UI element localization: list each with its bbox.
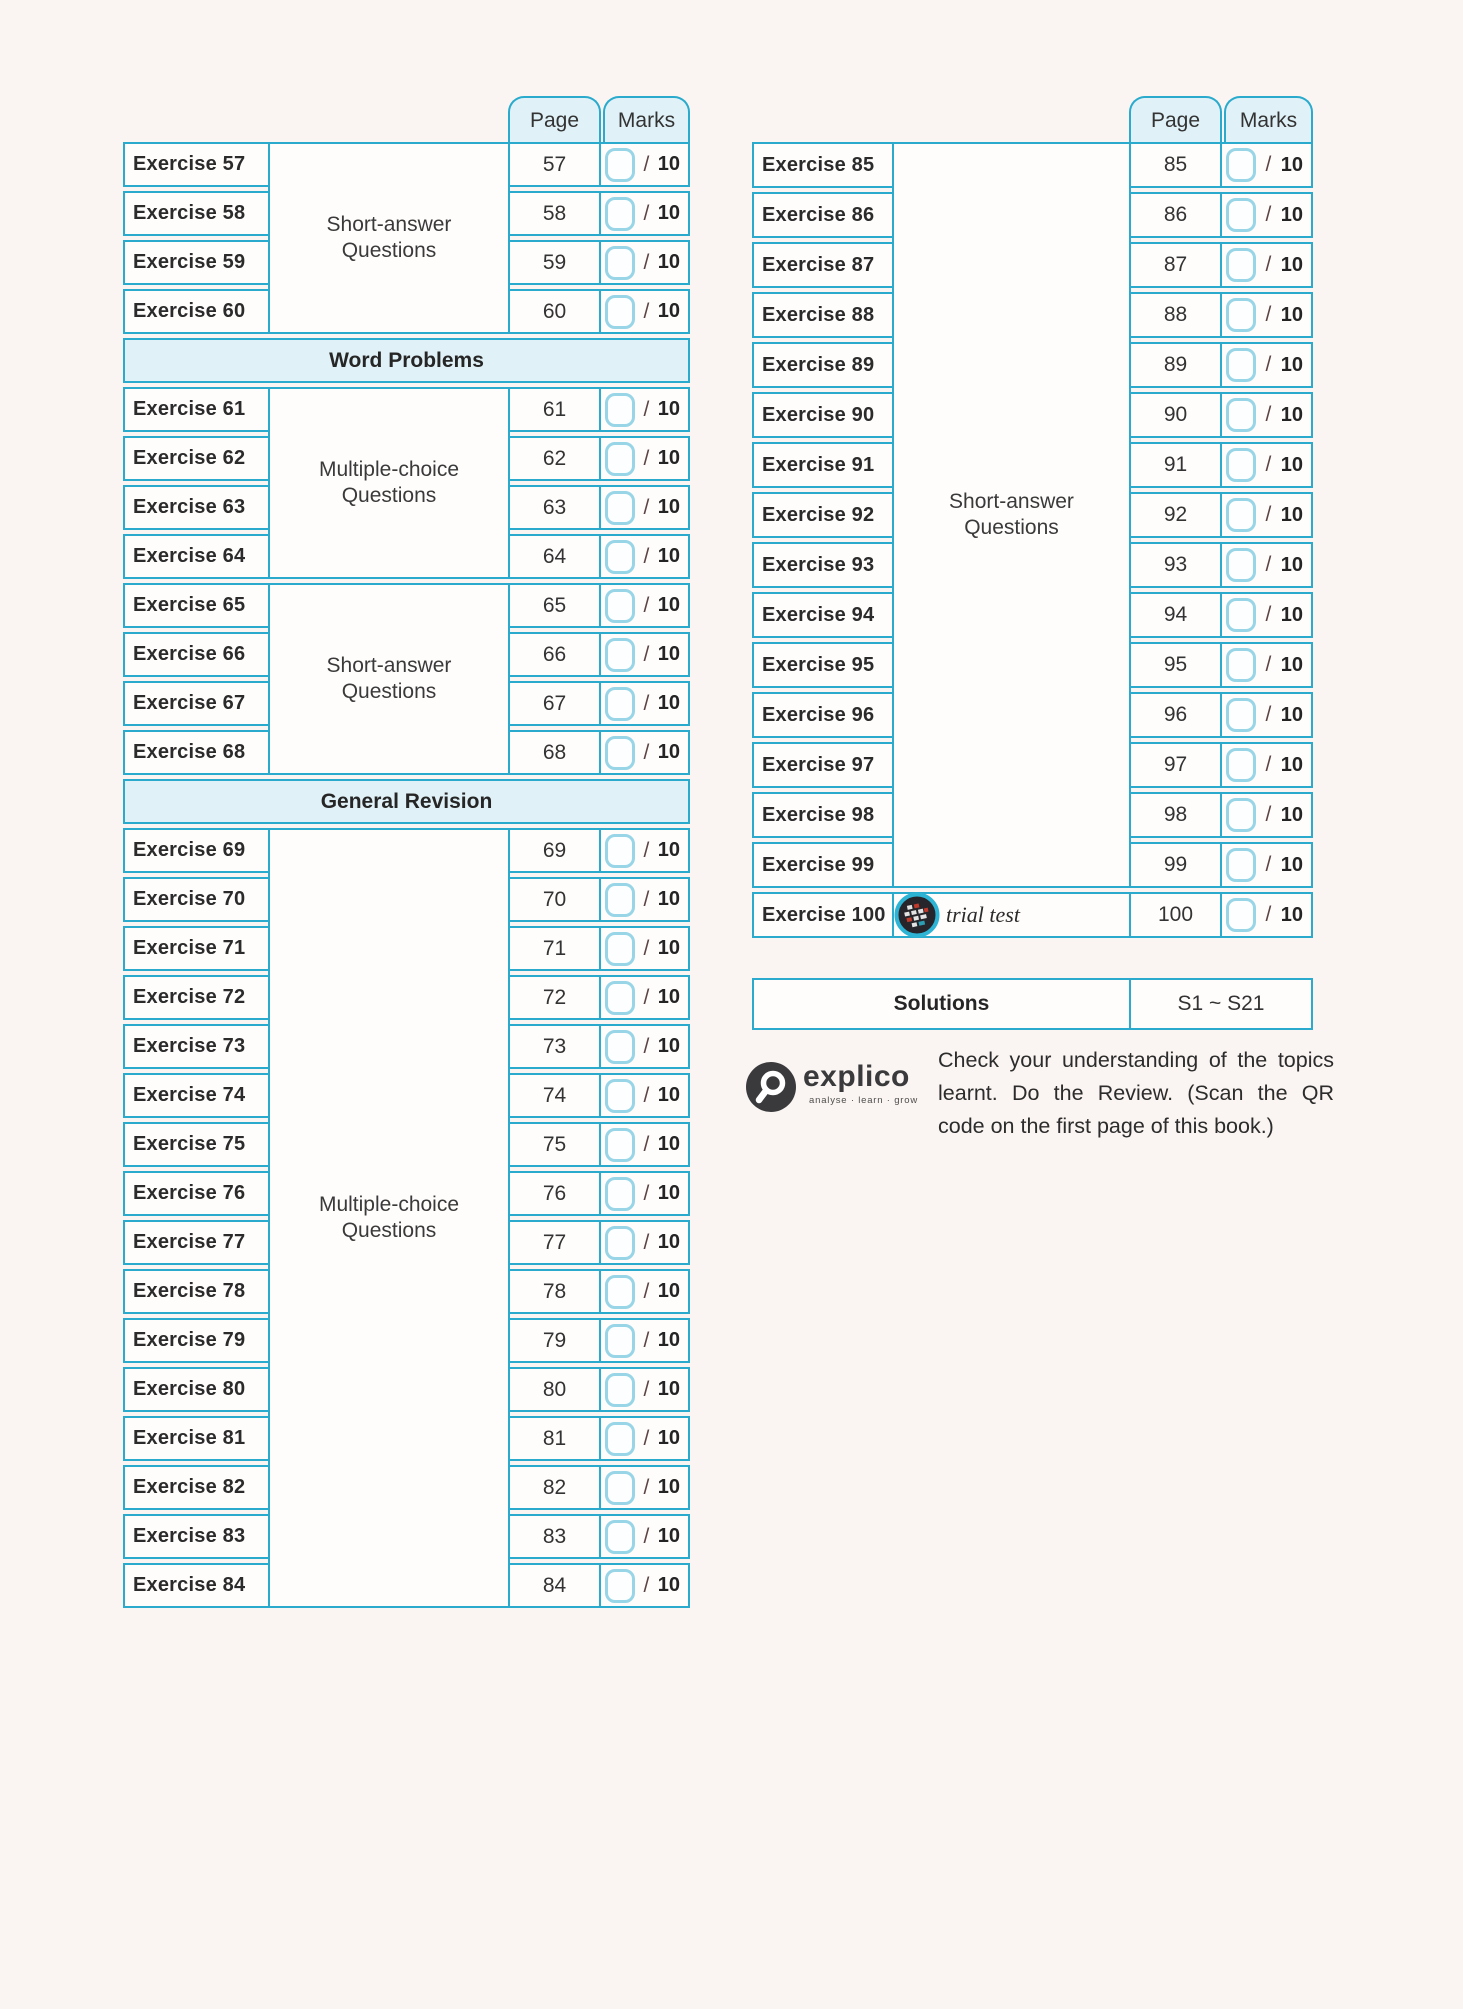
exercise-label-cell: Exercise 75 bbox=[123, 1122, 270, 1167]
marks-cell bbox=[599, 1318, 690, 1363]
marks-cell bbox=[1220, 692, 1313, 738]
marks-total: 10 bbox=[1280, 203, 1303, 226]
exercise-label-cell: Exercise 90 bbox=[752, 392, 894, 438]
marks-slash: / bbox=[643, 838, 650, 862]
marks-slash: / bbox=[643, 1083, 650, 1107]
review-note-text: Check your understanding of the topics learnt. Do the Review. (Scan the QR code on the first page of this book.) bbox=[938, 1048, 1334, 1138]
marks-slash: / bbox=[643, 1475, 650, 1499]
marks-cell bbox=[599, 289, 690, 334]
marks-total: 10 bbox=[657, 545, 680, 567]
page-number-cell: 74 bbox=[508, 1073, 601, 1118]
marks-cell bbox=[1220, 492, 1313, 538]
marks-cell bbox=[1220, 442, 1313, 488]
marks-total: 10 bbox=[657, 496, 680, 518]
marks-total: 10 bbox=[657, 594, 680, 616]
marks-slash: / bbox=[643, 936, 650, 960]
exercise-label-cell: Exercise 92 bbox=[752, 492, 894, 538]
page-number-cell: 89 bbox=[1129, 342, 1222, 388]
marks-slash: / bbox=[1265, 503, 1272, 526]
category-label: Multiple-choice Questions bbox=[318, 1193, 460, 1242]
page-number-cell: 77 bbox=[508, 1220, 601, 1265]
marks-total: 10 bbox=[1280, 503, 1303, 526]
marks-total: 10 bbox=[1280, 303, 1303, 326]
marks-input-box bbox=[605, 589, 635, 623]
marks-total: 10 bbox=[1280, 403, 1303, 426]
marks-slash: / bbox=[643, 1181, 650, 1205]
page-number-cell: 78 bbox=[508, 1269, 601, 1314]
exercise-label-cell: Exercise 71 bbox=[123, 926, 270, 971]
marks-slash: / bbox=[1265, 453, 1272, 476]
category-cell bbox=[268, 583, 510, 775]
left-marks-header-tab: Marks bbox=[603, 96, 690, 144]
marks-input-box bbox=[1226, 448, 1256, 482]
marks-cell bbox=[599, 191, 690, 236]
marks-input-box bbox=[605, 1520, 635, 1554]
marks-slash: / bbox=[643, 1034, 650, 1058]
marks-total: 10 bbox=[657, 447, 680, 469]
category-cell bbox=[268, 828, 510, 1608]
marks-cell bbox=[599, 240, 690, 285]
page-number-cell: 95 bbox=[1129, 642, 1222, 688]
trial-test-stamp-icon bbox=[893, 891, 941, 939]
category-label: Short-answer Questions bbox=[949, 490, 1074, 539]
exercise-label-cell: Exercise 60 bbox=[123, 289, 270, 334]
marks-cell bbox=[599, 1122, 690, 1167]
marks-input-box bbox=[605, 442, 635, 476]
exercise-label-cell: Exercise 65 bbox=[123, 583, 270, 628]
section-band: General Revision bbox=[123, 779, 690, 824]
marks-cell bbox=[599, 1367, 690, 1412]
page-number-cell: 72 bbox=[508, 975, 601, 1020]
page-number-cell: 75 bbox=[508, 1122, 601, 1167]
marks-total: 10 bbox=[657, 398, 680, 420]
page-number-cell: 59 bbox=[508, 240, 601, 285]
marks-slash: / bbox=[643, 1328, 650, 1352]
marks-total: 10 bbox=[657, 888, 680, 910]
exercise-label-cell: Exercise 98 bbox=[752, 792, 894, 838]
marks-total: 10 bbox=[1280, 903, 1303, 926]
exercise-label-cell: Exercise 68 bbox=[123, 730, 270, 775]
page-number-cell: 61 bbox=[508, 387, 601, 432]
marks-input-box bbox=[605, 1177, 635, 1211]
exercise-label-cell: Exercise 83 bbox=[123, 1514, 270, 1559]
marks-slash: / bbox=[1265, 553, 1272, 576]
marks-total: 10 bbox=[657, 1329, 680, 1351]
page-number-cell: 62 bbox=[508, 436, 601, 481]
marks-slash: / bbox=[1265, 153, 1272, 176]
marks-cell bbox=[599, 926, 690, 971]
explico-brand-name: explico bbox=[803, 1060, 910, 1093]
marks-cell bbox=[1220, 192, 1313, 238]
exercise-label-cell: Exercise 62 bbox=[123, 436, 270, 481]
category-label: Short-answer Questions bbox=[326, 654, 452, 703]
page-number-cell: 66 bbox=[508, 632, 601, 677]
marks-cell bbox=[1220, 342, 1313, 388]
page-number-cell: 58 bbox=[508, 191, 601, 236]
marks-total: 10 bbox=[1280, 653, 1303, 676]
category-cell bbox=[268, 142, 510, 334]
marks-input-box bbox=[605, 981, 635, 1015]
exercise-label-cell: Exercise 93 bbox=[752, 542, 894, 588]
exercise-label-cell: Exercise 67 bbox=[123, 681, 270, 726]
explico-tagline: analyse · learn · grow bbox=[809, 1095, 918, 1106]
marks-input-box bbox=[1226, 348, 1256, 382]
marks-input-box bbox=[605, 638, 635, 672]
marks-total: 10 bbox=[657, 692, 680, 714]
marks-input-box bbox=[605, 148, 635, 182]
marks-cell bbox=[1220, 742, 1313, 788]
marks-total: 10 bbox=[657, 986, 680, 1008]
marks-total: 10 bbox=[657, 1035, 680, 1057]
exercise-label-cell: Exercise 76 bbox=[123, 1171, 270, 1216]
exercise-label-cell: Exercise 82 bbox=[123, 1465, 270, 1510]
marks-slash: / bbox=[643, 1230, 650, 1254]
marks-slash: / bbox=[643, 593, 650, 617]
exercise-label-cell: Exercise 81 bbox=[123, 1416, 270, 1461]
marks-total: 10 bbox=[657, 741, 680, 763]
page-number-cell: 85 bbox=[1129, 142, 1222, 188]
exercise-label-cell: Exercise 100 bbox=[752, 892, 894, 938]
marks-input-box bbox=[605, 1373, 635, 1407]
category-label: Multiple-choice Questions bbox=[318, 458, 460, 507]
marks-slash: / bbox=[643, 152, 650, 176]
page-number-cell: 82 bbox=[508, 1465, 601, 1510]
page-number-cell: 63 bbox=[508, 485, 601, 530]
exercise-label-cell: Exercise 99 bbox=[752, 842, 894, 888]
page-number-cell: 98 bbox=[1129, 792, 1222, 838]
marks-cell bbox=[1220, 392, 1313, 438]
marks-total: 10 bbox=[1280, 753, 1303, 776]
exercise-label-cell: Exercise 96 bbox=[752, 692, 894, 738]
page-number-cell: 94 bbox=[1129, 592, 1222, 638]
page-number-cell: 84 bbox=[508, 1563, 601, 1608]
section-band: Word Problems bbox=[123, 338, 690, 383]
marks-slash: / bbox=[1265, 653, 1272, 676]
marks-slash: / bbox=[643, 250, 650, 274]
exercise-label-cell: Exercise 69 bbox=[123, 828, 270, 873]
exercise-label-cell: Exercise 80 bbox=[123, 1367, 270, 1412]
exercise-label-cell: Exercise 73 bbox=[123, 1024, 270, 1069]
marks-slash: / bbox=[643, 642, 650, 666]
marks-slash: / bbox=[643, 985, 650, 1009]
page-number-cell: 65 bbox=[508, 583, 601, 628]
marks-slash: / bbox=[1265, 203, 1272, 226]
marks-input-box bbox=[1226, 298, 1256, 332]
exercise-label-cell: Exercise 86 bbox=[752, 192, 894, 238]
marks-slash: / bbox=[643, 544, 650, 568]
marks-cell bbox=[599, 1269, 690, 1314]
marks-input-box bbox=[1226, 748, 1256, 782]
exercise-label-cell: Exercise 64 bbox=[123, 534, 270, 579]
marks-total: 10 bbox=[657, 1133, 680, 1155]
marks-cell bbox=[599, 1171, 690, 1216]
marks-cell bbox=[599, 632, 690, 677]
marks-cell bbox=[599, 828, 690, 873]
marks-slash: / bbox=[1265, 753, 1272, 776]
marks-total: 10 bbox=[657, 1476, 680, 1498]
marks-input-box bbox=[605, 393, 635, 427]
exercise-label-cell: Exercise 87 bbox=[752, 242, 894, 288]
marks-input-box bbox=[605, 1128, 635, 1162]
marks-input-box bbox=[1226, 498, 1256, 532]
right-page-header-tab: Page bbox=[1129, 96, 1222, 144]
trial-test-cell bbox=[892, 892, 1131, 938]
marks-slash: / bbox=[643, 1279, 650, 1303]
marks-input-box bbox=[605, 197, 635, 231]
marks-slash: / bbox=[1265, 603, 1272, 626]
exercise-label-cell: Exercise 61 bbox=[123, 387, 270, 432]
exercise-label-cell: Exercise 94 bbox=[752, 592, 894, 638]
marks-cell bbox=[1220, 642, 1313, 688]
marks-input-box bbox=[605, 1569, 635, 1603]
marks-slash: / bbox=[1265, 253, 1272, 276]
marks-total: 10 bbox=[657, 1574, 680, 1596]
marks-input-box bbox=[605, 1471, 635, 1505]
page-number-cell: 64 bbox=[508, 534, 601, 579]
marks-slash: / bbox=[643, 397, 650, 421]
marks-cell bbox=[599, 681, 690, 726]
marks-input-box bbox=[605, 736, 635, 770]
marks-input-box bbox=[1226, 548, 1256, 582]
page-number-cell: 97 bbox=[1129, 742, 1222, 788]
marks-slash: / bbox=[1265, 353, 1272, 376]
marks-input-box bbox=[1226, 198, 1256, 232]
marks-cell bbox=[599, 1220, 690, 1265]
page-number-cell: 99 bbox=[1129, 842, 1222, 888]
marks-cell bbox=[1220, 792, 1313, 838]
page-number-cell: 60 bbox=[508, 289, 601, 334]
marks-total: 10 bbox=[1280, 553, 1303, 576]
marks-cell bbox=[599, 730, 690, 775]
solutions-range-cell: S1 ~ S21 bbox=[1129, 978, 1313, 1030]
marks-total: 10 bbox=[1280, 153, 1303, 176]
exercise-label-cell: Exercise 78 bbox=[123, 1269, 270, 1314]
page-number-cell: 87 bbox=[1129, 242, 1222, 288]
exercise-label-cell: Exercise 70 bbox=[123, 877, 270, 922]
marks-slash: / bbox=[643, 740, 650, 764]
marks-cell bbox=[1220, 592, 1313, 638]
marks-slash: / bbox=[1265, 853, 1272, 876]
marks-total: 10 bbox=[657, 202, 680, 224]
marks-slash: / bbox=[643, 446, 650, 470]
marks-input-box bbox=[1226, 398, 1256, 432]
marks-input-box bbox=[605, 883, 635, 917]
marks-cell bbox=[599, 1514, 690, 1559]
page-number-cell: 70 bbox=[508, 877, 601, 922]
marks-total: 10 bbox=[1280, 803, 1303, 826]
marks-input-box bbox=[605, 295, 635, 329]
category-cell bbox=[268, 387, 510, 579]
trial-test-label: trial test bbox=[946, 902, 1020, 927]
marks-total: 10 bbox=[1280, 253, 1303, 276]
marks-slash: / bbox=[643, 1377, 650, 1401]
marks-cell bbox=[1220, 892, 1313, 938]
marks-total: 10 bbox=[657, 1084, 680, 1106]
page-number-cell: 88 bbox=[1129, 292, 1222, 338]
marks-input-box bbox=[605, 1324, 635, 1358]
marks-cell bbox=[1220, 142, 1313, 188]
page-number-cell: 80 bbox=[508, 1367, 601, 1412]
marks-cell bbox=[599, 534, 690, 579]
exercise-label-cell: Exercise 63 bbox=[123, 485, 270, 530]
marks-total: 10 bbox=[1280, 853, 1303, 876]
marks-slash: / bbox=[1265, 903, 1272, 926]
marks-cell bbox=[1220, 242, 1313, 288]
marks-slash: / bbox=[1265, 803, 1272, 826]
marks-slash: / bbox=[1265, 403, 1272, 426]
marks-cell bbox=[599, 877, 690, 922]
marks-input-box bbox=[605, 540, 635, 574]
marks-total: 10 bbox=[657, 300, 680, 322]
page-number-cell: 83 bbox=[508, 1514, 601, 1559]
marks-input-box bbox=[605, 491, 635, 525]
marks-cell bbox=[599, 1465, 690, 1510]
marks-cell bbox=[599, 975, 690, 1020]
page-number-cell: 90 bbox=[1129, 392, 1222, 438]
page-number-cell: 69 bbox=[508, 828, 601, 873]
marks-total: 10 bbox=[1280, 353, 1303, 376]
marks-input-box bbox=[1226, 598, 1256, 632]
exercise-label-cell: Exercise 89 bbox=[752, 342, 894, 388]
marks-slash: / bbox=[643, 495, 650, 519]
page-number-cell: 71 bbox=[508, 926, 601, 971]
marks-cell bbox=[599, 1024, 690, 1069]
marks-slash: / bbox=[1265, 703, 1272, 726]
marks-slash: / bbox=[1265, 303, 1272, 326]
exercise-label-cell: Exercise 79 bbox=[123, 1318, 270, 1363]
marks-input-box bbox=[1226, 248, 1256, 282]
exercise-label-cell: Exercise 66 bbox=[123, 632, 270, 677]
marks-total: 10 bbox=[657, 1231, 680, 1253]
marks-input-box bbox=[605, 834, 635, 868]
marks-cell bbox=[599, 387, 690, 432]
marks-slash: / bbox=[643, 691, 650, 715]
marks-input-box bbox=[605, 1079, 635, 1113]
marks-slash: / bbox=[643, 887, 650, 911]
page-number-cell: 96 bbox=[1129, 692, 1222, 738]
page-number-cell: 57 bbox=[508, 142, 601, 187]
marks-total: 10 bbox=[657, 643, 680, 665]
marks-input-box bbox=[1226, 898, 1256, 932]
page-number-cell: 93 bbox=[1129, 542, 1222, 588]
marks-input-box bbox=[1226, 848, 1256, 882]
marks-cell bbox=[1220, 842, 1313, 888]
marks-cell bbox=[599, 1563, 690, 1608]
marks-input-box bbox=[605, 246, 635, 280]
exercise-label-cell: Exercise 88 bbox=[752, 292, 894, 338]
exercise-label-cell: Exercise 91 bbox=[752, 442, 894, 488]
marks-total: 10 bbox=[657, 1427, 680, 1449]
marks-total: 10 bbox=[1280, 603, 1303, 626]
marks-input-box bbox=[1226, 698, 1256, 732]
exercise-label-cell: Exercise 95 bbox=[752, 642, 894, 688]
page-number-cell: 73 bbox=[508, 1024, 601, 1069]
marks-total: 10 bbox=[657, 1378, 680, 1400]
marks-cell bbox=[599, 1073, 690, 1118]
marks-input-box bbox=[605, 1422, 635, 1456]
page-number-cell: 67 bbox=[508, 681, 601, 726]
exercise-label-cell: Exercise 74 bbox=[123, 1073, 270, 1118]
exercise-label-cell: Exercise 59 bbox=[123, 240, 270, 285]
marks-slash: / bbox=[643, 201, 650, 225]
marks-input-box bbox=[1226, 648, 1256, 682]
marks-cell bbox=[599, 1416, 690, 1461]
exercise-label-cell: Exercise 84 bbox=[123, 1563, 270, 1608]
right-marks-header-tab: Marks bbox=[1224, 96, 1313, 144]
page-number-cell: 68 bbox=[508, 730, 601, 775]
marks-total: 10 bbox=[657, 1525, 680, 1547]
marks-total: 10 bbox=[657, 153, 680, 175]
marks-slash: / bbox=[643, 299, 650, 323]
marks-input-box bbox=[1226, 798, 1256, 832]
marks-total: 10 bbox=[1280, 703, 1303, 726]
exercise-label-cell: Exercise 58 bbox=[123, 191, 270, 236]
marks-total: 10 bbox=[657, 839, 680, 861]
page-number-cell: 100 bbox=[1129, 892, 1222, 938]
marks-total: 10 bbox=[1280, 453, 1303, 476]
marks-cell bbox=[599, 583, 690, 628]
marks-cell bbox=[599, 436, 690, 481]
solutions-label-cell: Solutions bbox=[752, 978, 1131, 1030]
marks-cell bbox=[599, 485, 690, 530]
marks-slash: / bbox=[643, 1132, 650, 1156]
marks-input-box bbox=[605, 1030, 635, 1064]
category-cell bbox=[892, 142, 1131, 888]
marks-slash: / bbox=[643, 1573, 650, 1597]
marks-total: 10 bbox=[657, 937, 680, 959]
exercise-label-cell: Exercise 57 bbox=[123, 142, 270, 187]
page-number-cell: 79 bbox=[508, 1318, 601, 1363]
left-page-header-tab: Page bbox=[508, 96, 601, 144]
exercise-label-cell: Exercise 97 bbox=[752, 742, 894, 788]
page-number-cell: 86 bbox=[1129, 192, 1222, 238]
marks-total: 10 bbox=[657, 1182, 680, 1204]
exercise-label-cell: Exercise 77 bbox=[123, 1220, 270, 1265]
marks-cell bbox=[1220, 542, 1313, 588]
marks-input-box bbox=[605, 1275, 635, 1309]
marks-cell bbox=[1220, 292, 1313, 338]
marks-total: 10 bbox=[657, 1280, 680, 1302]
exercise-label-cell: Exercise 85 bbox=[752, 142, 894, 188]
marks-input-box bbox=[605, 932, 635, 966]
category-label: Short-answer Questions bbox=[326, 213, 452, 262]
marks-total: 10 bbox=[657, 251, 680, 273]
page-number-cell: 76 bbox=[508, 1171, 601, 1216]
marks-slash: / bbox=[643, 1426, 650, 1450]
marks-slash: / bbox=[643, 1524, 650, 1548]
marks-cell bbox=[599, 142, 690, 187]
marks-input-box bbox=[1226, 148, 1256, 182]
marks-input-box bbox=[605, 1226, 635, 1260]
marks-input-box bbox=[605, 687, 635, 721]
page-number-cell: 92 bbox=[1129, 492, 1222, 538]
page-number-cell: 91 bbox=[1129, 442, 1222, 488]
exercise-label-cell: Exercise 72 bbox=[123, 975, 270, 1020]
page-number-cell: 81 bbox=[508, 1416, 601, 1461]
